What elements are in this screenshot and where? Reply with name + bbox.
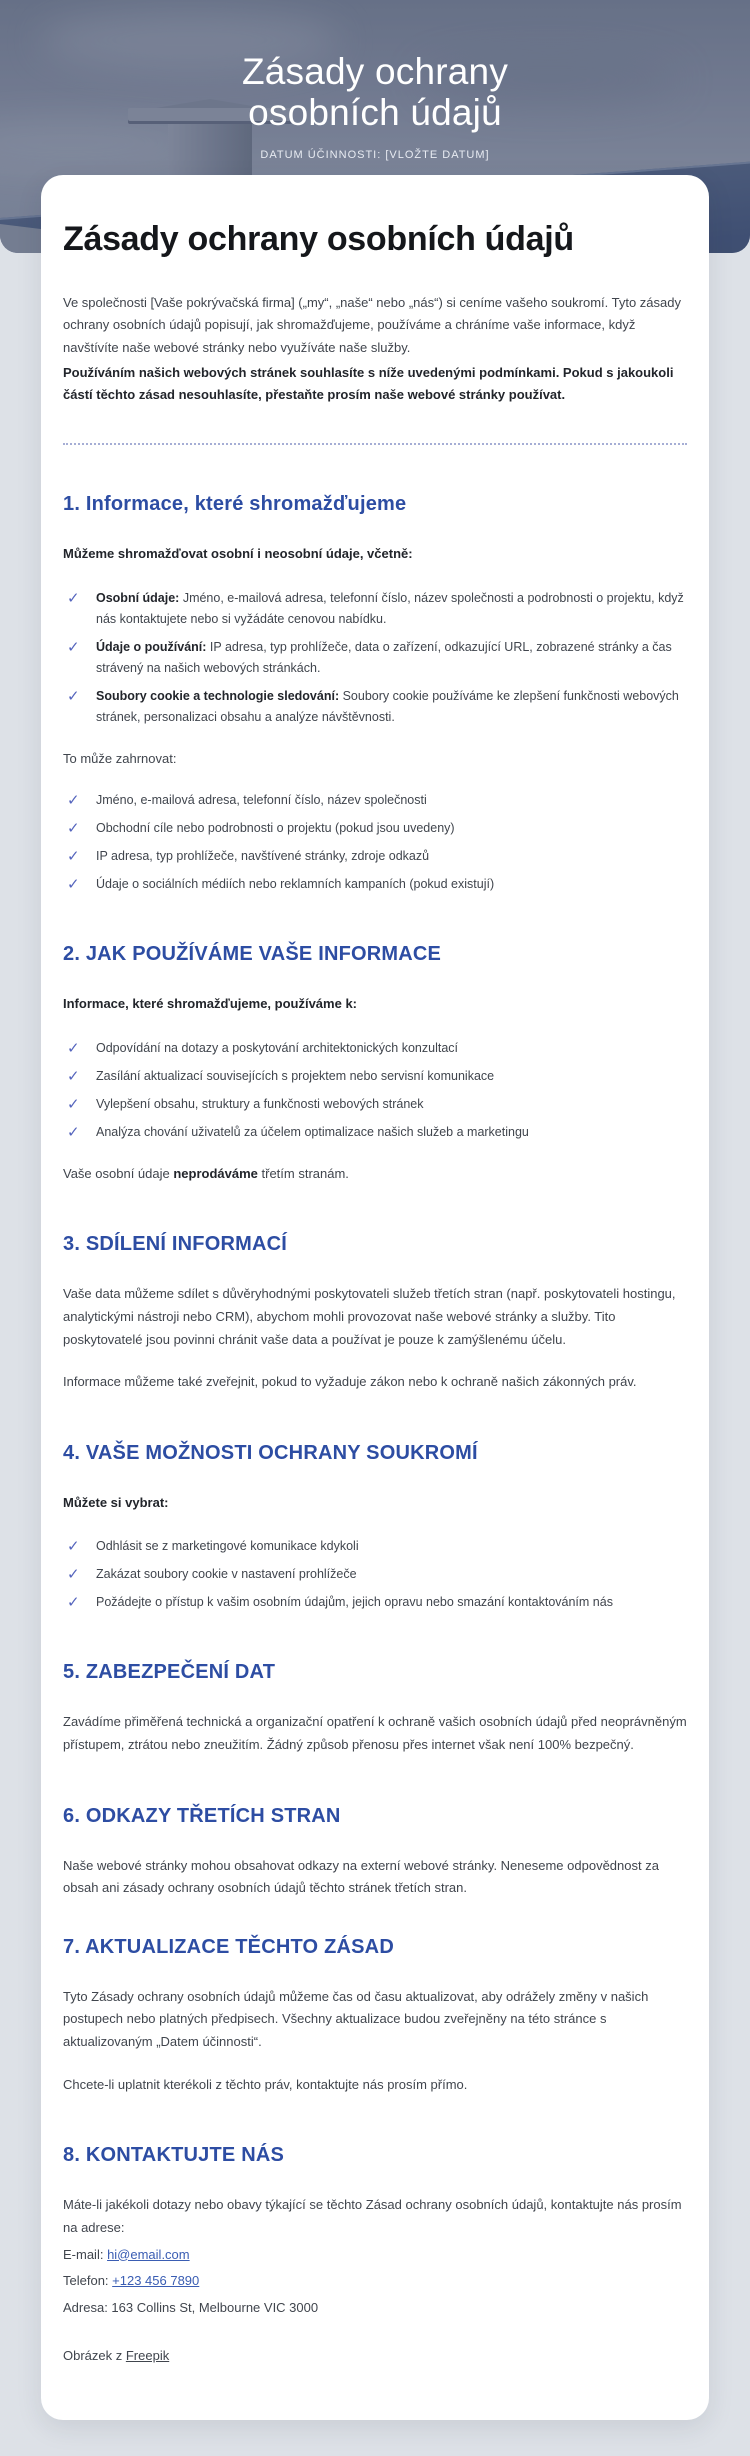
checklist <box>63 1038 687 1143</box>
section-heading: 5. ZABEZPEČENÍ DAT <box>63 1661 276 1684</box>
list-item <box>63 686 687 728</box>
list-item-text: Analýza chování uživatelů za účelem optimalizace našich služeb a marketingu <box>96 1124 529 1139</box>
list-item <box>63 818 687 839</box>
section-how-we-use-information <box>63 941 687 1185</box>
statement-suffix: třetím stranám. <box>257 1165 349 1181</box>
list-item <box>63 874 687 895</box>
section-privacy-choices <box>63 1440 687 1614</box>
list-item <box>63 637 687 679</box>
email-label: E-mail: <box>63 2246 108 2262</box>
phone-label: Telefon: <box>63 2273 113 2289</box>
list-item-lead: Soubory cookie a technologie sledování: <box>96 688 340 703</box>
effective-date-label: DATUM ÚČINNOSTI: [VLOŽTE DATUM] <box>260 149 490 162</box>
checklist <box>63 1536 687 1613</box>
section-heading: 3. SDÍLENÍ INFORMACÍ <box>63 1233 288 1256</box>
freepik-link[interactable]: Freepik <box>125 2348 170 2364</box>
list-item-text: Zakázat soubory cookie v nastavení prohlížeče <box>96 1567 357 1582</box>
checklist <box>63 588 687 728</box>
section-paragraph: Vaše data můžeme sdílet s důvěryhodnými poskytovateli služeb třetích stran (např. poskytovateli hostingu, analytickými nástroji nebo CRM), abychom mohli provozovat naše webové stránky a služby. Tito poskytovatelé jsou povinni chránit vaše data a používat je pouze k zamýšlenému účelu. <box>63 1286 676 1347</box>
section-paragraph: Chcete-li uplatnit kterékoli z těchto práv, kontaktujte nás prosím přímo. <box>63 2076 468 2092</box>
hero-title <box>242 52 508 133</box>
section-information-sharing <box>63 1231 687 1393</box>
list-item <box>63 1066 687 1087</box>
list-item <box>63 1592 687 1613</box>
section-heading: 2. JAK POUŽÍVÁME VAŠE INFORMACE <box>63 943 442 966</box>
check-icon: ✓ <box>67 792 80 810</box>
page-title: Zásady ochrany osobních údajů <box>63 220 574 258</box>
section-lead: Můžeme shromažďovat osobní i neosobní údaje, včetně: <box>63 545 413 561</box>
section-third-party-links <box>63 1803 687 1900</box>
address-label: Adresa: <box>63 2299 112 2315</box>
section-heading: 6. ODKAZY TŘETÍCH STRAN <box>63 1804 341 1827</box>
statement-bold: neprodáváme <box>173 1165 258 1181</box>
policy-card <box>41 175 709 2420</box>
check-icon: ✓ <box>67 1594 80 1612</box>
list-item <box>63 588 687 630</box>
list-item-text: Požádejte o přístup k vašim osobním údajům, jejich opravu nebo smazání kontaktováním nás <box>96 1595 613 1610</box>
no-sell-statement <box>63 1163 687 1186</box>
section-paragraph: Informace můžeme také zveřejnit, pokud to vyžaduje zákon nebo k ochraně našich zákonných práv. <box>63 1374 637 1390</box>
contact-address-line <box>63 2297 687 2320</box>
list-item-text: Jméno, e-mailová adresa, telefonní číslo, název společnosti <box>96 793 427 808</box>
list-item <box>63 1536 687 1557</box>
section-information-collected <box>63 491 687 895</box>
hero-title-line2: osobních údajů <box>248 91 502 133</box>
section-policy-updates <box>63 1934 687 2096</box>
section-contact-us <box>63 2142 687 2368</box>
list-item-text: Zasílání aktualizací souvisejících s projektem nebo servisní komunikace <box>96 1068 495 1083</box>
section-paragraph: Tyto Zásady ochrany osobních údajů můžeme čas od času aktualizovat, aby odrážely změny v našich postupech nebo platných předpisech. Všechny aktualizace budou zveřejněny na této stránce s aktualizovaným „Datem účinnosti“. <box>63 1988 649 2050</box>
section-heading: 8. KONTAKTUJTE NÁS <box>63 2144 285 2167</box>
list-item <box>63 1038 687 1059</box>
list-item-text: Obchodní cíle nebo podrobnosti o projektu (pokud jsou uvedeny) <box>96 821 455 836</box>
address-value: 163 Collins St, Melbourne VIC 3000 <box>111 2299 319 2315</box>
credit-prefix: Obrázek z <box>63 2348 126 2364</box>
dotted-divider <box>63 443 687 445</box>
image-credit-line <box>63 2345 687 2368</box>
section-paragraph: Naše webové stránky mohou obsahovat odkazy na externí webové stránky. Neneseme odpovědnost za obsah ani zásady ochrany osobních údajů těchto stránek třetích stran. <box>63 1857 659 1896</box>
list-item <box>63 1094 687 1115</box>
email-link[interactable]: hi@email.com <box>107 2246 190 2262</box>
list-item <box>63 1122 687 1143</box>
section-lead: Informace, které shromažďujeme, používáme k: <box>63 996 357 1012</box>
intro-paragraph: Ve společnosti [Vaše pokrývačská firma] („my“, „naše“ nebo „nás“) si ceníme vašeho soukromí. Tyto zásady ochrany osobních údajů popisují, jak shromažďujeme, používáme a chráníme vaše informace, když navštívíte naše webové stránky nebo využíváte naše služby. <box>63 294 681 356</box>
section-heading: 4. VAŠE MOŽNOSTI OCHRANY SOUKROMÍ <box>63 1441 478 1464</box>
check-icon: ✓ <box>67 638 80 656</box>
check-icon: ✓ <box>67 848 80 866</box>
list-item-lead: Osobní údaje: <box>96 590 180 605</box>
section-paragraph: Zavádíme přiměřená technická a organizační opatření k ochraně vašich osobních údajů před neoprávněným přístupem, ztrátou nebo zneužitím. Žádný způsob přenosu přes internet však není 100% bezpečný. <box>63 1714 687 1753</box>
section-lead: Můžete si vybrat: <box>63 1494 169 1510</box>
contact-email-line <box>63 2244 687 2267</box>
check-icon: ✓ <box>67 1123 80 1141</box>
checklist <box>63 790 687 895</box>
check-icon: ✓ <box>67 1095 80 1113</box>
contact-phone-line <box>63 2270 687 2293</box>
list-item-text: IP adresa, typ prohlížeče, data o zařízení, odkazující URL, zobrazené stránky a čas strávený na našich webových stránkách. <box>96 639 672 675</box>
list-item-text: Odpovídání na dotazy a poskytování architektonických konzultací <box>96 1040 459 1055</box>
phone-link[interactable]: +123 456 7890 <box>112 2273 200 2289</box>
section-heading: 7. AKTUALIZACE TĚCHTO ZÁSAD <box>63 1935 394 1958</box>
check-icon: ✓ <box>67 1538 80 1556</box>
list-item <box>63 1564 687 1585</box>
check-icon: ✓ <box>67 820 80 838</box>
section-data-security <box>63 1659 687 1756</box>
list-item-text: Údaje o sociálních médiích nebo reklamních kampaních (pokud existují) <box>96 877 495 892</box>
list-item-text: Soubory cookie používáme ke zlepšení funkčnosti webových stránek, personalizaci obsahu a analýze návštěvnosti. <box>96 688 679 724</box>
section-heading: 1. Informace, které shromažďujeme <box>63 492 407 515</box>
section-paragraph: Máte-li jakékoli dotazy nebo obavy týkající se těchto Zásad ochrany osobních údajů, kontaktujte nás prosím na adrese: <box>63 2197 682 2235</box>
check-icon: ✓ <box>67 1067 80 1085</box>
check-icon: ✓ <box>67 1566 80 1584</box>
list-item-lead: Údaje o používání: <box>96 639 207 654</box>
statement-prefix: Vaše osobní údaje <box>63 1165 174 1181</box>
intro-consent-paragraph: Používáním našich webových stránek souhlasíte s níže uvedenými podmínkami. Pokud s jakoukoli částí těchto zásad nesouhlasíte, přestaňte prosím naše webové stránky používat. <box>63 364 674 403</box>
list-item-text: IP adresa, typ prohlížeče, navštívené stránky, zdroje odkazů <box>96 849 430 864</box>
sub-lead: To může zahrnovat: <box>63 750 177 766</box>
check-icon: ✓ <box>67 876 80 894</box>
check-icon: ✓ <box>67 589 80 607</box>
list-item <box>63 790 687 811</box>
list-item-text: Odhlásit se z marketingové komunikace kdykoli <box>96 1539 359 1554</box>
list-item-text: Jméno, e-mailová adresa, telefonní číslo, název společnosti a podrobnosti o projektu, když nás kontaktujete nebo si vyžádáte cenovou nabídku. <box>96 590 684 626</box>
check-icon: ✓ <box>67 1039 80 1057</box>
list-item-text: Vylepšení obsahu, struktury a funkčnosti webových stránek <box>96 1096 424 1111</box>
list-item <box>63 846 687 867</box>
check-icon: ✓ <box>67 687 80 705</box>
hero-title-line1: Zásady ochrany <box>241 51 509 92</box>
